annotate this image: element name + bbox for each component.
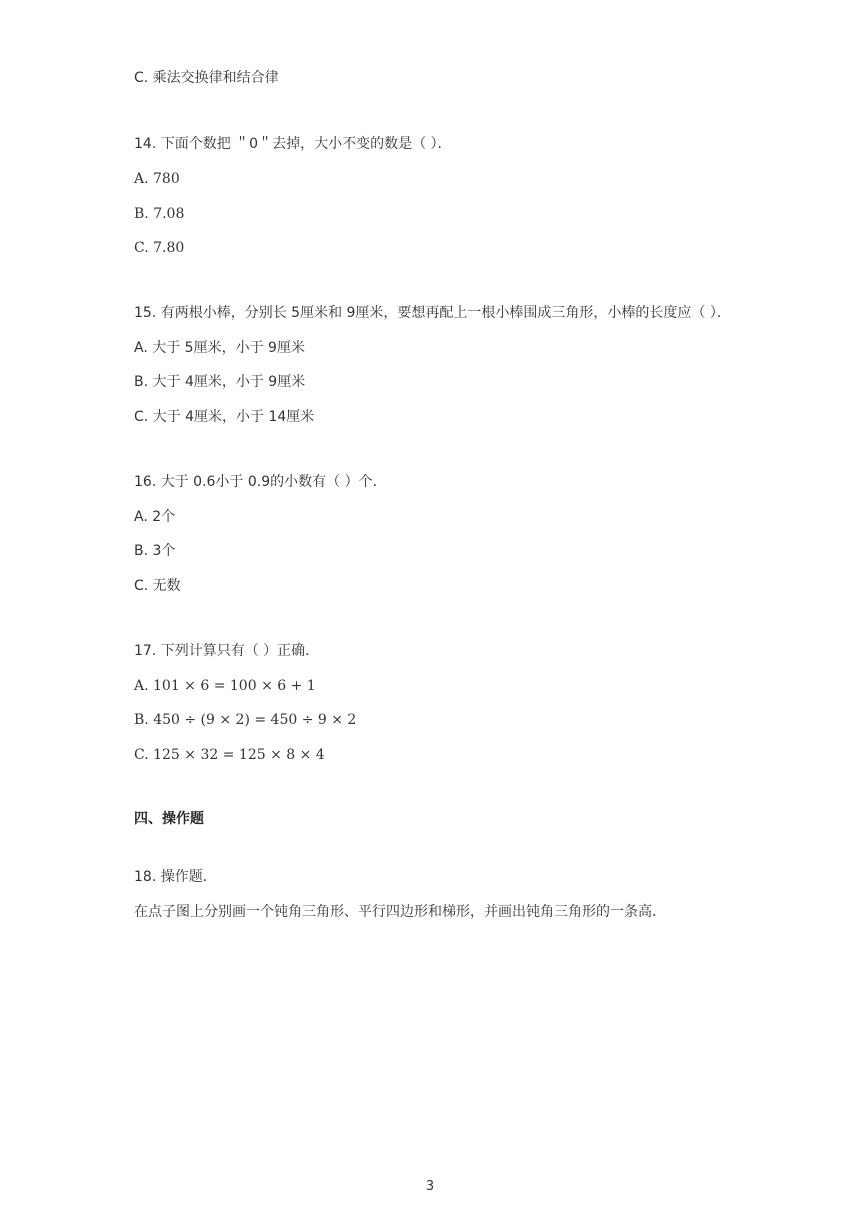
q16-stem: 16. 大于 0.6小于 0.9的小数有（ ）个．: [134, 474, 387, 490]
q15-stem: 15. 有两根小棒，分别长 5厘米和 9厘米，要想再配上一根小棒围成三角形，小棒的长度应（ ）．: [134, 305, 731, 321]
q14-option-a: A. 780: [134, 171, 180, 187]
page-number: 3: [425, 1179, 435, 1194]
q13-option-c: C. 乘法交换律和结合律: [134, 70, 279, 86]
q17-stem: 17. 下列计算只有（ ）正确．: [134, 643, 320, 659]
q16-option-a: A. 2个: [134, 509, 176, 525]
q16-option-c: C. 无数: [134, 578, 181, 594]
q17-option-c: C. 125 × 32 = 125 × 8 × 4: [134, 747, 325, 763]
q16-option-b: B. 3个: [134, 543, 176, 559]
q18-body: 在点子图上分别画一个钝角三角形、平行四边形和梯形，并画出钝角三角形的一条高．: [134, 904, 666, 920]
q17-option-b: B. 450 ÷ (9 × 2) = 450 ÷ 9 × 2: [134, 712, 357, 728]
q14-stem: 14. 下面个数把 ＂0＂去掉，大小不变的数是（ ）．: [134, 136, 452, 152]
q17-option-a: A. 101 × 6 = 100 × 6 + 1: [134, 678, 316, 694]
q18-stem: 18. 操作题．: [134, 869, 217, 885]
q14-option-b: B. 7.08: [134, 206, 185, 222]
section-title: 四、操作题: [134, 811, 204, 827]
q15-option-a: A. 大于 5厘米，小于 9厘米: [134, 340, 305, 356]
q15-option-c: C. 大于 4厘米，小于 14厘米: [134, 409, 315, 425]
q15-option-b: B. 大于 4厘米，小于 9厘米: [134, 374, 306, 390]
q14-option-c: C. 7.80: [134, 240, 185, 256]
